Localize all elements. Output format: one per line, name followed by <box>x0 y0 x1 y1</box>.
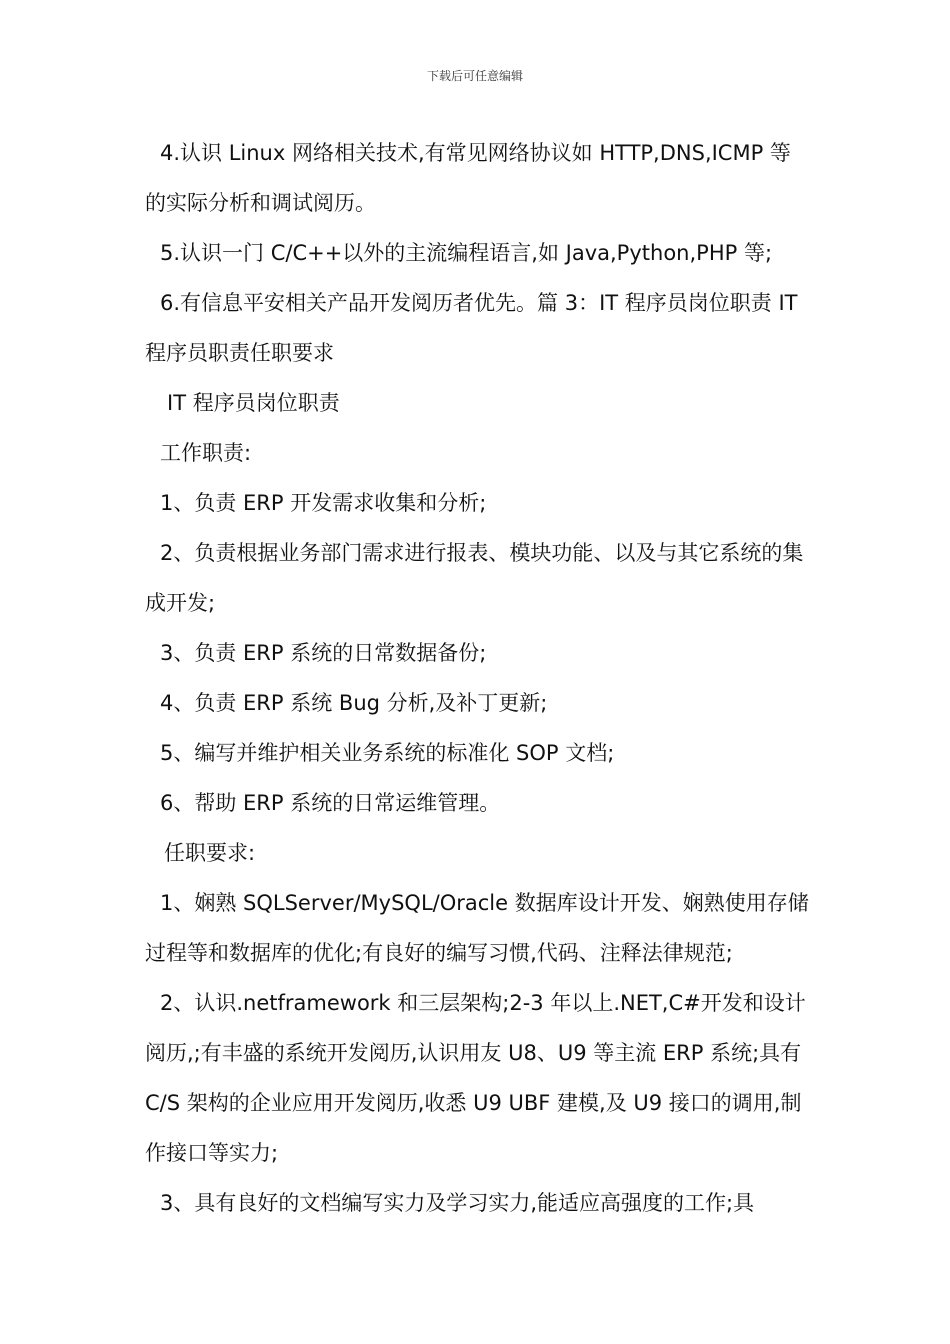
duty-item-1: 1、负责 ERP 开发需求收集和分析; <box>160 491 487 515</box>
duty-item-2: 2、负责根据业务部门需求进行报表、模块功能、以及与其它系统的集成开发; <box>145 541 804 615</box>
requirement-item-3: 3、具有良好的文档编写实力及学习实力,能适应高强度的工作;具 <box>160 1191 755 1215</box>
duty-item-3: 3、负责 ERP 系统的日常数据备份; <box>160 641 487 665</box>
paragraph-language: 5.认识一门 C/C++以外的主流编程语言,如 Java,Python,PHP 等; <box>160 241 773 265</box>
subheading-requirements: 任职要求: <box>164 841 256 865</box>
section-heading-duties: IT 程序员岗位职责 <box>167 391 340 415</box>
requirement-item-2: 2、认识.netframework 和三层架构;2-3 年以上.NET,C#开发和设计阅历,;有丰盛的系统开发阅历,认识用友 U8、U9 等主流 ERP 系统;具有 C/S 架构的企业应用开发阅历,收悉 U9 UBF 建模,及 U9 接口的调用,制作接口等实力; <box>145 991 806 1165</box>
page-header: 下载后可任意编辑 <box>426 69 523 83</box>
duty-item-4: 4、负责 ERP 系统 Bug 分析,及补丁更新; <box>160 691 548 715</box>
paragraph-linux: 4.认识 Linux 网络相关技术,有常见网络协议如 HTTP,DNS,ICMP 等的实际分析和调试阅历。 <box>145 141 791 215</box>
duty-item-6: 6、帮助 ERP 系统的日常运维管理。 <box>160 791 501 815</box>
document-body <box>145 128 810 1228</box>
subheading-work-duties: 工作职责: <box>160 441 252 465</box>
paragraph-security: 6.有信息平安相关产品开发阅历者优先。篇 3：IT 程序员岗位职责 IT 程序员职责任职要求 <box>145 291 798 365</box>
requirement-item-1: 1、娴熟 SQLServer/MySQL/Oracle 数据库设计开发、娴熟使用存储过程等和数据库的优化;有良好的编写习惯,代码、注释法律规范; <box>145 891 809 965</box>
duty-item-5: 5、编写并维护相关业务系统的标准化 SOP 文档; <box>160 741 615 765</box>
